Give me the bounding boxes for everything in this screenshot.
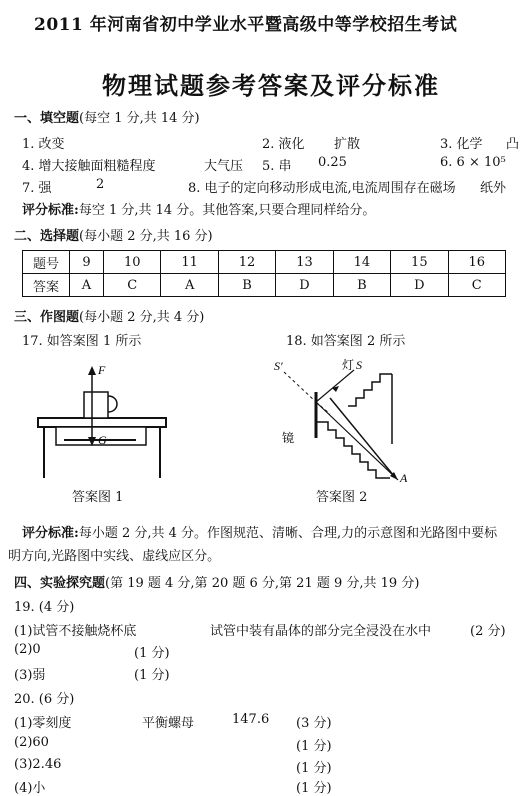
choice-answer-table — [22, 250, 506, 297]
tabletop — [38, 418, 166, 427]
staircase — [316, 422, 390, 478]
table-cell: 13 — [276, 251, 333, 274]
table-cell: 16 — [448, 251, 505, 274]
scoring-rule-3 — [22, 522, 497, 541]
cup-handle — [108, 396, 117, 412]
answer-6: 6. 6 × 10⁵ — [440, 155, 506, 170]
answer-7b: 2 — [96, 177, 105, 192]
answer-4: 4. 增大接触面粗糙程度 — [22, 159, 156, 174]
table-cell: A — [70, 274, 104, 297]
table-row — [23, 251, 506, 274]
answer-4b: 大气压 — [204, 159, 244, 174]
q20-part-3: (3)2.46 — [14, 757, 62, 772]
question-19: 19. (4 分) — [14, 600, 75, 615]
answer-7: 7. 强 — [22, 181, 52, 196]
reflected-ray — [316, 402, 398, 480]
answer-5: 5. 串 — [262, 159, 292, 174]
table-cell: B — [333, 274, 390, 297]
table-cell: 12 — [218, 251, 275, 274]
scoring-rule-1-text: 每空 1 分,共 14 分。其他答案,只要合理同样给分。 — [78, 203, 376, 218]
section-3-heading — [14, 306, 204, 325]
table-cell: D — [276, 274, 333, 297]
section-2-note: (每小题 2 分,共 16 分) — [79, 229, 213, 244]
table-cell: A — [161, 274, 218, 297]
table-cell: 9 — [70, 251, 104, 274]
answer-18: 18. 如答案图 2 所示 — [286, 334, 406, 349]
section-1-note: (每空 1 分,共 14 分) — [79, 111, 200, 126]
figure-1-caption: 答案图 1 — [72, 490, 124, 505]
answer-2b: 扩散 — [334, 137, 361, 152]
label-s-prime: S′ — [274, 359, 283, 373]
section-3-title: 三、作图题 — [14, 310, 80, 325]
q20-part-4-score: (1 分) — [296, 781, 332, 796]
section-2-heading — [14, 225, 213, 244]
answer-3b: 凸 — [506, 137, 520, 152]
table-cell: 15 — [391, 251, 448, 274]
staircase-upper — [348, 374, 392, 406]
force-f-arrowhead — [88, 366, 96, 375]
q20-part-2: (2)60 — [14, 735, 49, 750]
section-2-title: 二、选择题 — [14, 229, 80, 244]
section-1-heading — [14, 107, 200, 126]
scoring-rule-1-label: 评分标准: — [22, 203, 79, 218]
answer-5b: 0.25 — [318, 155, 347, 170]
row-label-answer: 答案 — [23, 274, 70, 297]
exam-title: 2011 年河南省初中学业水平暨高级中等学校招生考试 — [34, 15, 458, 35]
answer-17: 17. 如答案图 1 所示 — [22, 334, 142, 349]
cup — [84, 392, 108, 418]
virtual-ray — [284, 372, 316, 402]
label-g: G — [98, 433, 107, 447]
answer-figure-1 — [30, 360, 180, 480]
q20-part-1-score: (3 分) — [296, 716, 332, 731]
answer-figure-2 — [270, 352, 430, 492]
answer-1: 1. 改变 — [22, 137, 65, 152]
label-f: F — [98, 363, 106, 377]
answer-8b: 纸外 — [480, 181, 507, 196]
scoring-rule-1 — [22, 199, 375, 218]
label-s: S — [356, 358, 362, 372]
q19-part-1b: 试管中装有晶体的部分完全浸没在水中 — [210, 624, 432, 639]
section-4-title: 四、实验探究题 — [14, 576, 106, 591]
table-cell: C — [104, 274, 161, 297]
table-cell: D — [391, 274, 448, 297]
q20-part-1b: 平衡螺母 — [142, 716, 195, 731]
table-cell: 11 — [161, 251, 218, 274]
figure-2-caption: 答案图 2 — [316, 490, 368, 505]
table-cell: 14 — [333, 251, 390, 274]
q19-part-1: (1)试管不接触烧杯底 — [14, 624, 137, 639]
q20-part-2-score: (1 分) — [296, 739, 332, 754]
label-mirror: 镜 — [282, 431, 295, 445]
section-4-heading — [14, 572, 419, 591]
q20-part-1c: 147.6 — [232, 712, 270, 727]
answer-key-title: 物理试题参考答案及评分标准 — [102, 71, 440, 100]
stair-rail — [330, 398, 394, 476]
q19-part-3: (3)弱 — [14, 668, 46, 683]
question-20: 20. (6 分) — [14, 692, 75, 707]
section-3-note: (每小题 2 分,共 4 分) — [79, 310, 205, 325]
row-label-number: 题号 — [23, 251, 70, 274]
table-cell: 10 — [104, 251, 161, 274]
q19-part-1-score: (2 分) — [470, 624, 506, 639]
label-lamp: 灯 — [342, 358, 355, 372]
q19-part-2: (2)0 — [14, 642, 41, 657]
incident-ray — [316, 370, 354, 402]
table-cell: C — [448, 274, 505, 297]
scoring-rule-3-label: 评分标准: — [22, 526, 79, 541]
answer-3: 3. 化学 — [440, 137, 483, 152]
table-row — [23, 274, 506, 297]
table-cell: B — [218, 274, 275, 297]
section-1-title: 一、填空题 — [14, 111, 80, 126]
q20-part-3-score: (1 分) — [296, 761, 332, 776]
q19-part-3-score: (1 分) — [134, 668, 170, 683]
scoring-rule-3-line1: 每小题 2 分,共 4 分。作图规范、清晰、合理,力的示意图和光路图中要标 — [78, 526, 498, 541]
answer-8: 8. 电子的定向移动形成电流,电流周围存在磁场 — [188, 181, 456, 196]
q20-part-1: (1)零刻度 — [14, 716, 72, 731]
q19-part-2-score: (1 分) — [134, 646, 170, 661]
label-a: A — [400, 471, 408, 485]
section-4-note: (第 19 题 4 分,第 20 题 6 分,第 21 题 9 分,共 19 分) — [105, 576, 420, 591]
answer-2: 2. 液化 — [262, 137, 305, 152]
scoring-rule-3-continued: 明方向,光路图中实线、虚线应区分。 — [8, 549, 221, 564]
q20-part-4: (4)小 — [14, 781, 46, 796]
